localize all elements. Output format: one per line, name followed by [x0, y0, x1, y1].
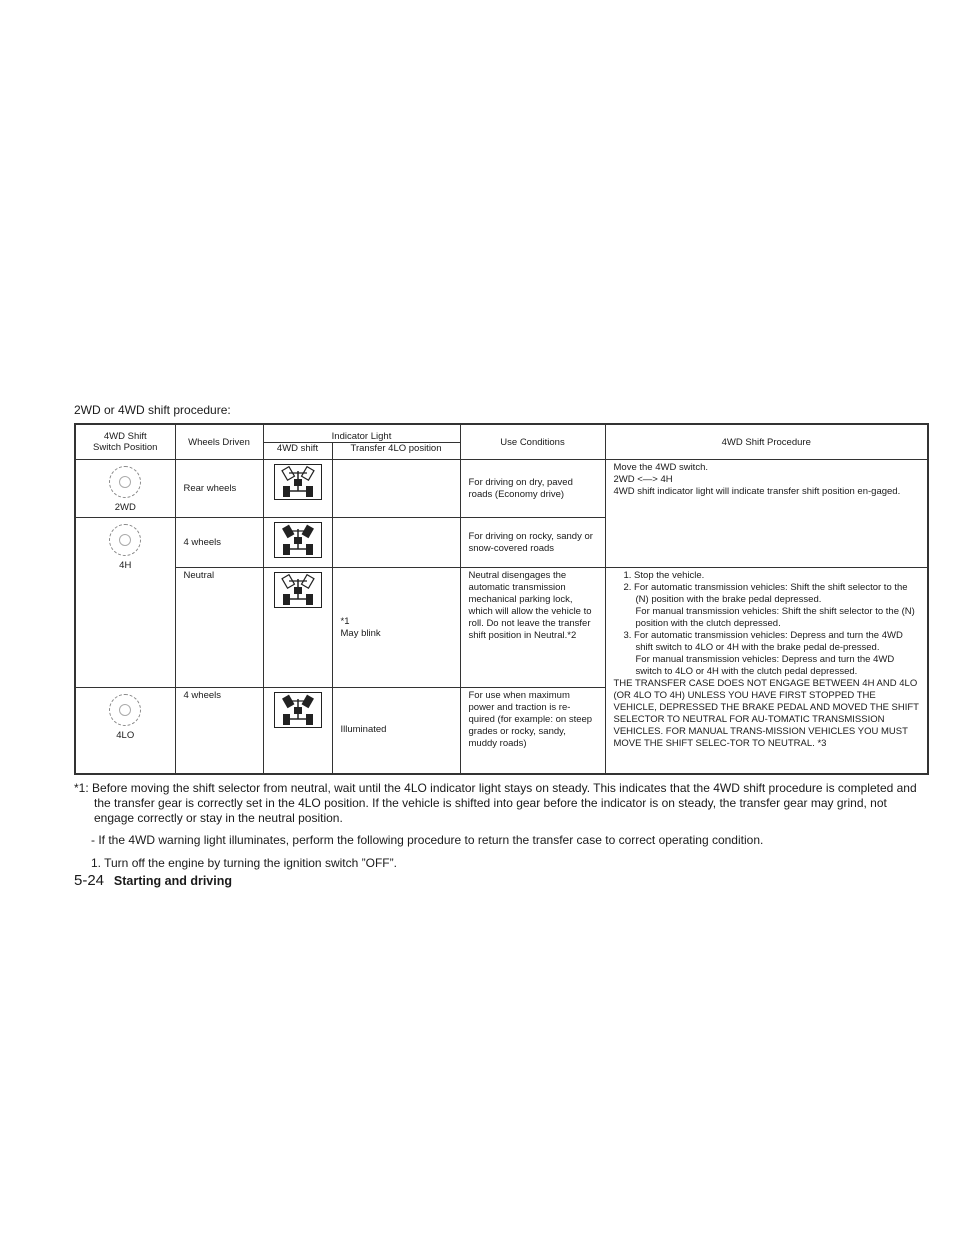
header-transfer-4lo: Transfer 4LO position	[332, 443, 460, 460]
switch-label-4h: 4H	[119, 560, 132, 571]
use-conditions-4lo: For use when maximum power and traction is re-quired (for example: on steep grades or rocky, sandy, muddy roads)	[460, 688, 605, 774]
procedure-cell-neutral-4lo	[605, 568, 928, 774]
procedure-line-3: 4WD shift indicator light will indicate transfer shift position en-gaged.	[613, 486, 901, 497]
transfer-note-blink: May blink	[340, 627, 381, 639]
table-row	[75, 460, 928, 518]
wheels-driven-4lo: 4 wheels	[175, 688, 263, 774]
use-conditions-2wd: For driving on dry, paved roads (Economy drive)	[460, 460, 605, 518]
header-indicator-light: Indicator Light	[263, 424, 460, 443]
transfer-cell-4h	[332, 518, 460, 568]
procedure-step: For manual transmission vehicles: Depress and turn the 4WD switch to 4LO or 4H with the clutch pedal depressed.	[635, 654, 895, 677]
switch-label-4lo: 4LO	[116, 730, 135, 741]
footnote-step-1: 1. Turn off the engine by turning the ignition switch ”OFF”.	[91, 856, 397, 870]
section-title: Starting and driving	[113, 874, 232, 888]
indicator-cell-2wd	[263, 460, 332, 518]
switch-cell-4h	[75, 518, 175, 688]
page-number: 5-24	[74, 872, 105, 889]
use-conditions-4h: For driving on rocky, sandy or snow-covered roads	[460, 518, 605, 568]
header-switch-position-line1: 4WD Shift	[103, 431, 147, 442]
transfer-cell-4lo: Illuminated	[332, 688, 460, 774]
transfer-note-ref: *1	[340, 615, 350, 627]
switch-label-2wd: 2WD	[114, 502, 136, 513]
use-conditions-neutral: Neutral disengages the automatic transmission mechanical parking lock, which will allow the vehicle to roll. Do not leave the transfer shift position in Neutral.*2	[460, 568, 605, 688]
header-switch-position-line2: Switch Position	[93, 442, 158, 453]
procedure-warning: THE TRANSFER CASE DOES NOT ENGAGE BETWEEN 4H AND 4LO (OR 4LO TO 4H) UNLESS YOU HAVE FIRST STOPPED THE VEHICLE, DEPRESSED THE BRAKE PEDAL AND MOVED THE SHIFT SELECTOR TO NEUTRAL FOR AU-TOMATIC TRANSMISSION VEHICLES. FOR MANUAL TRANS-MISSION VEHICLES YOU MUST MOVE THE SHIFT SELEC-TOR TO NEUTRAL. *3	[613, 678, 919, 749]
procedure-step: For manual transmission vehicles: Shift the shift selector to the (N) position with the clutch depressed.	[635, 606, 915, 629]
4wd-drivetrain-icon	[274, 522, 322, 558]
procedure-cell-2wd-4h	[605, 460, 928, 568]
indicator-cell-4h	[263, 518, 332, 568]
table-caption: 2WD or 4WD shift procedure:	[74, 403, 231, 417]
procedure-step: 2. For automatic transmission vehicles: Shift the shift selector to the (N) position with the brake pedal depressed.	[623, 582, 908, 605]
wheels-driven-2wd: Rear wheels	[175, 460, 263, 518]
footnote-1: *1: Before moving the shift selector from neutral, wait until the 4LO indicator light stays on steady. This indicates that the 4WD shift procedure is completed and the transfer gear is correctly set in the 4LO position. If the vehicle is shifted into gear before the indicator is on steady, the transfer gear may grind, not engage correctly or stay in the neutral position.	[74, 781, 917, 825]
4wd-drivetrain-icon	[274, 692, 322, 728]
indicator-cell-neutral	[263, 568, 332, 688]
switch-cell-4lo	[75, 688, 175, 774]
rotary-switch-icon	[109, 466, 141, 498]
shift-procedure-table	[74, 423, 929, 775]
page-footer	[74, 872, 232, 889]
rotary-switch-icon	[109, 694, 141, 726]
header-use-conditions: Use Conditions	[460, 424, 605, 460]
header-shift-procedure: 4WD Shift Procedure	[605, 424, 928, 460]
procedure-steps	[614, 570, 920, 678]
header-switch-position	[75, 424, 175, 460]
procedure-step: 3. For automatic transmission vehicles: Depress and turn the 4WD shift switch to 4LO or 4H with the brake pedal de-pressed.	[623, 630, 903, 653]
header-4wd-shift: 4WD shift	[263, 443, 332, 460]
transfer-cell-neutral	[332, 568, 460, 688]
rotary-switch-icon	[109, 524, 141, 556]
table-row	[75, 568, 928, 688]
header-wheels-driven: Wheels Driven	[175, 424, 263, 460]
transfer-cell-2wd	[332, 460, 460, 518]
4wd-drivetrain-icon	[274, 572, 322, 608]
4wd-drivetrain-icon	[274, 464, 322, 500]
procedure-step: 1. Stop the vehicle.	[623, 570, 705, 581]
switch-cell-2wd	[75, 460, 175, 518]
procedure-line-2: 2WD <—> 4H	[613, 474, 673, 485]
wheels-driven-neutral: Neutral	[175, 568, 263, 688]
footnote-warning: - If the 4WD warning light illuminates, perform the following procedure to return the transfer case to correct operating condition.	[91, 833, 764, 847]
wheels-driven-4h: 4 wheels	[175, 518, 263, 568]
procedure-line-1: Move the 4WD switch.	[613, 462, 708, 473]
indicator-cell-4lo	[263, 688, 332, 774]
